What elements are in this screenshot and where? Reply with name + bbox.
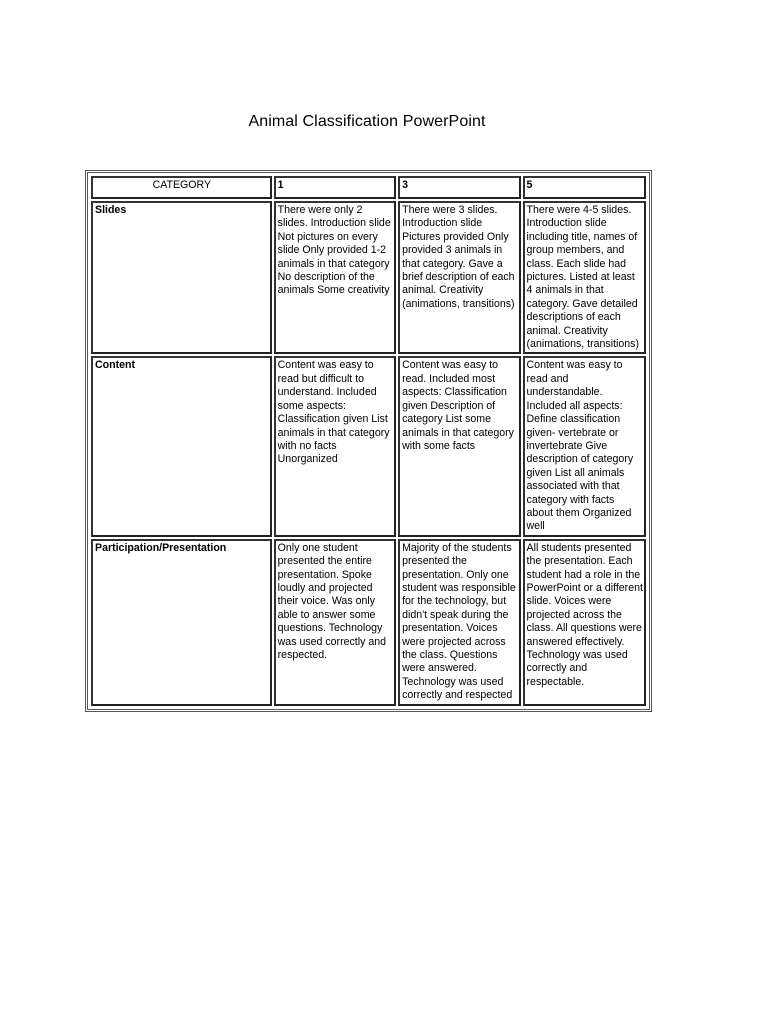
content-score-3-cell: Content was easy to read. Included most aspects: Classification given Description of category List some animals in that category with some facts bbox=[398, 356, 520, 536]
participation-score-3-cell: Majority of the students presented the presentation. Only one student was responsible for the technology, but didn't speak during the presentation. Voices were projected across the class. Questions were answered. Technology was used correctly and respected bbox=[398, 539, 520, 706]
participation-score-1-cell: Only one student presented the entire presentation. Spoke loudly and projected their voice. Was only able to answer some questions. Technology was used correctly and respected. bbox=[274, 539, 396, 706]
slides-score-5-cell: There were 4-5 slides. Introduction slide including title, names of group members, and class. Each slide had pictures. Listed at least 4 animals in that category. Gave detailed descriptions of each animal. Creativity (animations, transitions) bbox=[523, 201, 646, 354]
header-score-1: 1 bbox=[274, 176, 396, 199]
rubric-row-content bbox=[91, 356, 646, 536]
row-label-participation: Participation/Presentation bbox=[91, 539, 272, 706]
row-label-content: Content bbox=[91, 356, 272, 536]
header-score-5: 5 bbox=[523, 176, 646, 199]
rubric-header-row bbox=[91, 176, 646, 199]
row-label-slides: Slides bbox=[91, 201, 272, 354]
rubric-row-participation bbox=[91, 539, 646, 706]
header-category: CATEGORY bbox=[91, 176, 272, 199]
header-score-3: 3 bbox=[398, 176, 520, 199]
content-score-1-cell: Content was easy to read but difficult to understand. Included some aspects: Classification given List animals in that category with no facts Unorganized bbox=[274, 356, 396, 536]
slides-score-1-cell: There were only 2 slides. Introduction slide Not pictures on every slide Only provided 1-2 animals in that category No description of the animals Some creativity bbox=[274, 201, 396, 354]
document-title: Animal Classification PowerPoint bbox=[248, 113, 486, 130]
rubric-table bbox=[89, 174, 648, 708]
slides-score-3-cell: There were 3 slides. Introduction slide Pictures provided Only provided 3 animals in that category. Gave a brief description of each animal. Creativity (animations, transitions) bbox=[398, 201, 520, 354]
participation-score-5-cell: All students presented the presentation. Each student had a role in the PowerPoint or a different slide. Voices were projected across the class. All questions were answered effectively. Technology was used correctly and respectable. bbox=[523, 539, 646, 706]
rubric-row-slides bbox=[91, 201, 646, 354]
rubric-table-frame bbox=[85, 170, 652, 712]
content-score-5-cell: Content was easy to read and understandable. Included all aspects: Define classification given- vertebrate or invertebrate Give description of category given List all animals associated with that category with facts about them Organized well bbox=[523, 356, 646, 536]
